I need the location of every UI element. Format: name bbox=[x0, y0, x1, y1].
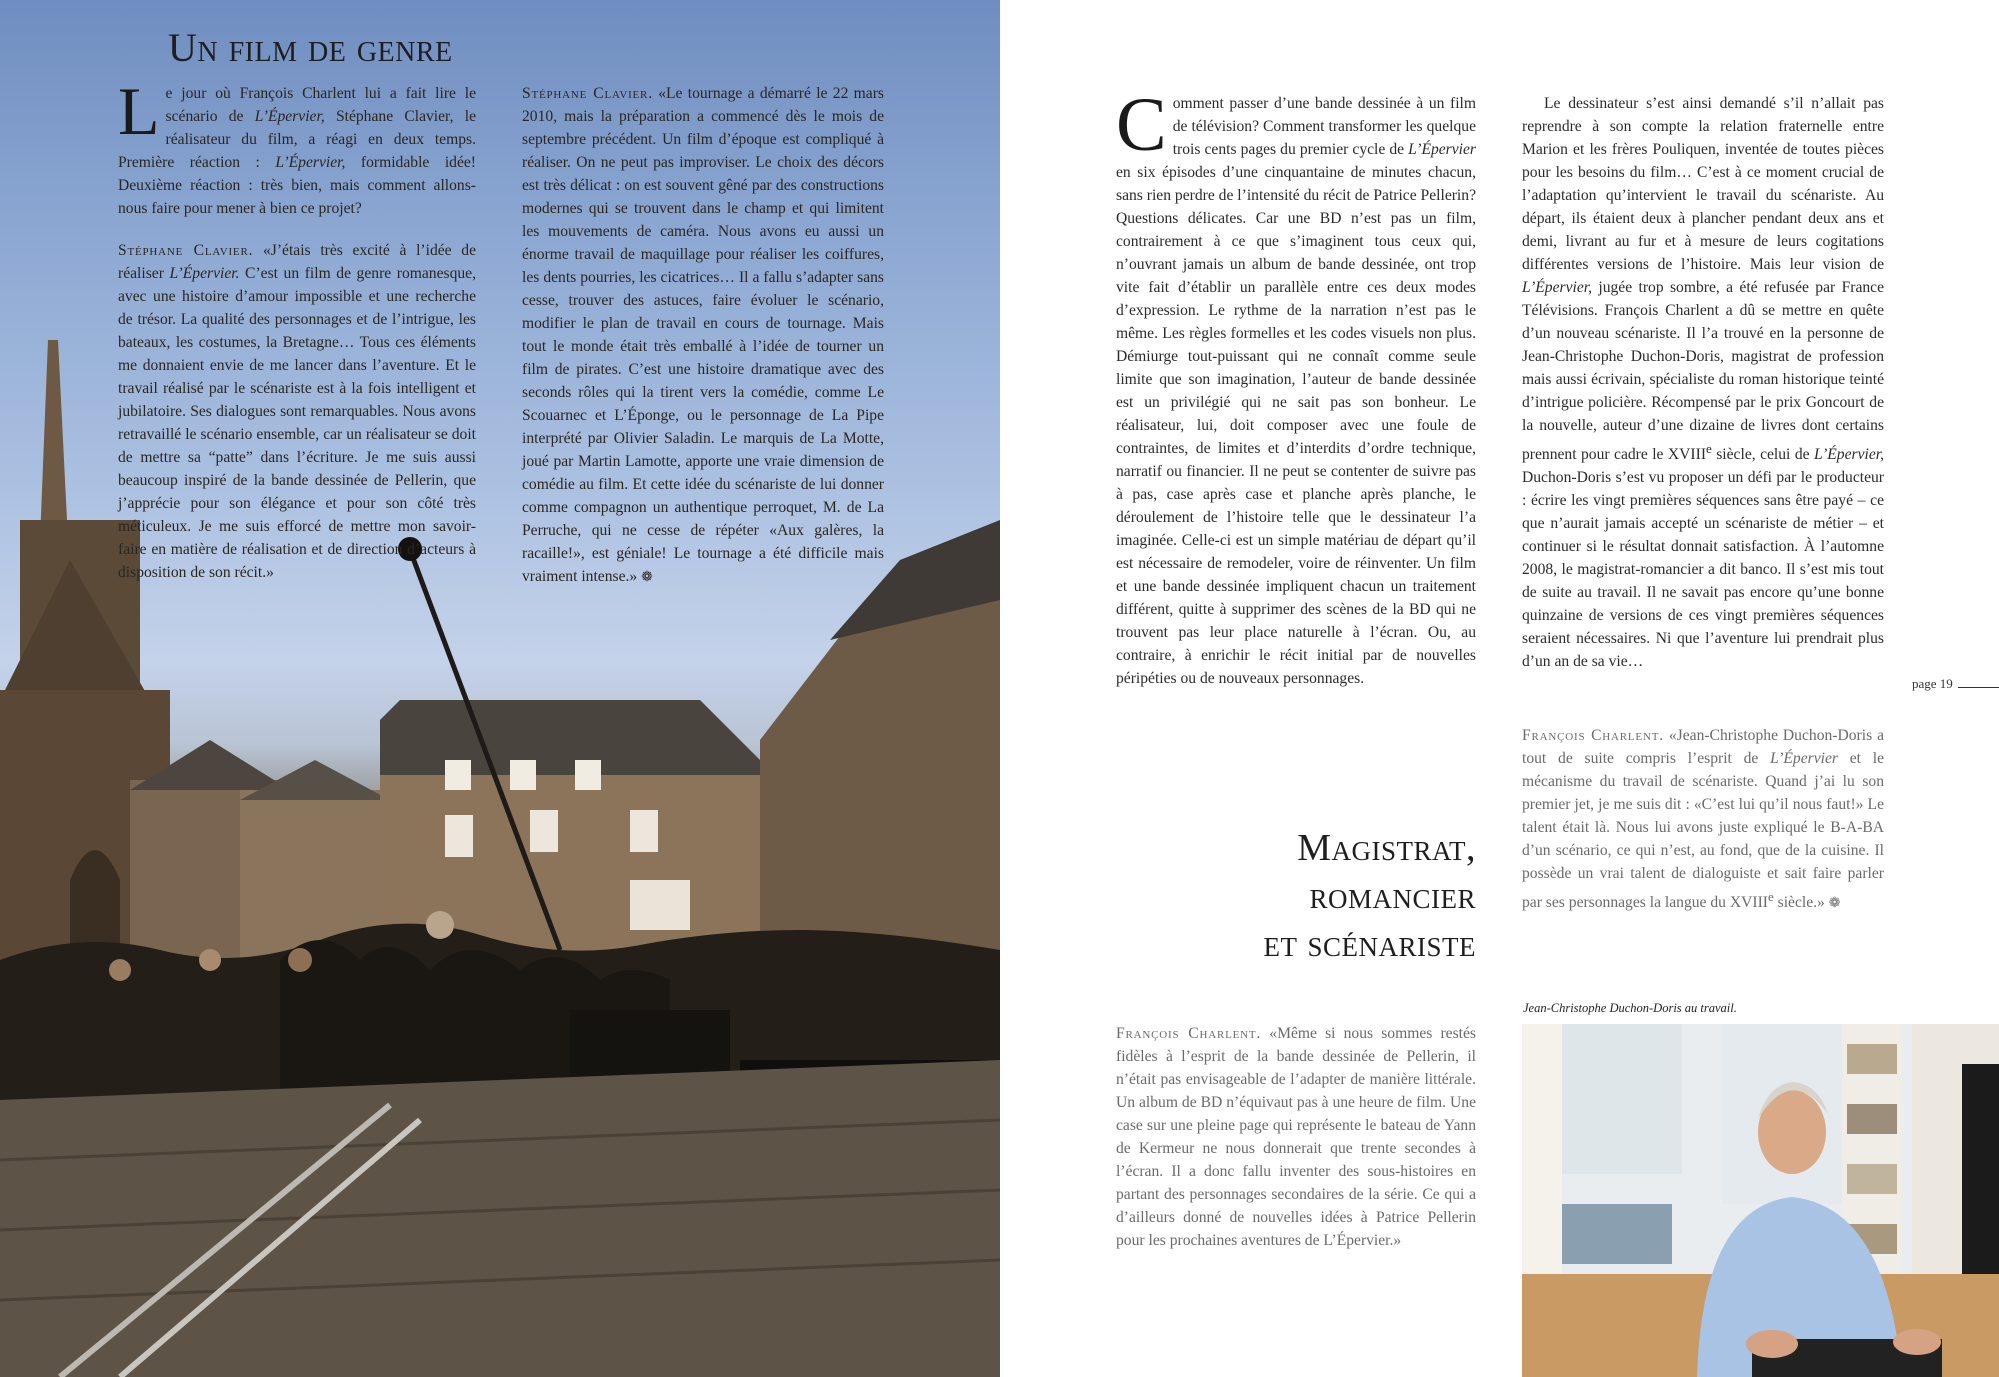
left-column-2 bbox=[522, 82, 884, 608]
church-spire bbox=[40, 340, 68, 540]
left-column-1 bbox=[118, 73, 477, 603]
cobblestone-square bbox=[0, 1060, 1000, 1377]
speaker-name: Stéphane Clavier. bbox=[522, 85, 653, 102]
right-column-2 bbox=[1522, 92, 1884, 692]
body-paragraph: Comment passer d’une bande dessinée à un film de télévision? Comment transformer les quelque trois cents pages du premier cycle de L’Épervier en six épisodes d’une cinquantaine de minutes chacun, sans rien perdre de l’intensité du récit de Patrice Pellerin? Questions délicates. Car une BD n’est pas un film, contrairement à ce que s’imaginent tous ceux qui, n’ouvrant jamais un album de bande dessinée, ont trop vite fait d’établir un parallèle entre ces deux modes d’expression. Le rythme de la narration n’est pas le même. Les règles formelles et les codes visuels non plus. Démiurge tout-puissant qui ne connaît comme seule limite que son imagination, l’auteur de bande dessinée est un privilégié qui ne sait pas son bonheur. Le réalisateur, lui, doit composer avec une foule de contraintes, de limites et d’interdits d’ordre technique, narratif ou financier. Il ne peut se contenter de suivre pas à pas, case après case et planche après planche, le déroulement de l’histoire telle que le dessinateur l’a imaginée. Celle-ci est un simple matériau de départ qu’il est nécessaire de remodeler, voire de réinventer. Un film et une bande dessinée impliquent chacun un traitement différent, quitte à supprimer des scènes de la BD qui ne trouvent pas leur place naturelle à l’écran. Ou, au contraire, à enrichir le récit initial par de nouvelles péripéties ou de nouveaux personnages. bbox=[1116, 83, 1476, 687]
drop-cap: L bbox=[118, 73, 160, 149]
quote-paragraph: François Charlent. «Jean-Christophe Duchon-Doris a tout de suite compris l’esprit de L’Épervier et le mécanisme du travail de scénariste. Quand j’ai lu son premier jet, je me suis dit : «C’est lui qu’il nous faut!» Le talent était là. Nous lui avons juste expliqué le B-A-BA d’un scénario, ce qui n’est, au fond, que de la cuisine. Il possède un vrai talent de dialoguiste et sait faire parler par ses personnages la langue du XVIIIe siècle.» ❁ bbox=[1522, 727, 1884, 912]
section-title-magistrat bbox=[1200, 824, 1476, 968]
drop-cap: C bbox=[1116, 83, 1167, 167]
right-column-bottom-quote bbox=[1116, 1022, 1476, 1271]
title-line: romancier bbox=[1309, 875, 1476, 917]
quote-paragraph: François Charlent. «Même si nous sommes restés fidèles à l’esprit de la bande dessinée de Pellerin, il n’était pas envisageable de l’adapter de manière littérale. Un album de BD n’équivaut pas à une heure de film. Une case sur une pleine page qui représente le bateau de Yann de Kermeur ne nous donnerait que trente secondes à l’écran. Il a donc fallu inventer des sous-histoires en partant des personnages secondaires de la série. Ce qui a d’ailleurs donné de nouvelles idées à Patrice Pellerin pour les prochaines aventures de L’Épervier.» bbox=[1116, 1025, 1476, 1249]
page-number-rule bbox=[1958, 687, 1999, 688]
flower-ornament-icon: ❁ bbox=[1828, 896, 1841, 912]
speaker-name: François Charlent. bbox=[1522, 727, 1664, 744]
section-title-film-de-genre: Un film de genre bbox=[168, 25, 453, 70]
page-number: page 19 bbox=[1912, 676, 1953, 691]
author-photo bbox=[1522, 1024, 1999, 1377]
right-column-1 bbox=[1116, 83, 1476, 709]
title-line: Magistrat, bbox=[1297, 827, 1476, 869]
quote-paragraph: Stéphane Clavier. «J’étais très excité à l’idée de réaliser L’Épervier. C’est un film de genre romanesque, avec une histoire d’amour impossible et une recherche de trésor. La qualité des personnages et de l’intrigue, les bateaux, les costumes, la Bretagne… Tous ces éléments me donnaient envie de me lancer dans l’aventure. Et le travail réalisé par le scénariste est à la fois intelligent et jubilatoire. Ses dialogues sont remarquables. Nous avons retravaillé le scénario ensemble, car un réalisateur se doit de mettre sa “patte” dans l’écriture. Je me suis aussi beaucoup inspiré de la bande dessinée de Pellerin, que j’apprécie pour son élégance et pour son côté très méticuleux. Je me suis efforcé de mettre mon savoir-faire en matière de réalisation et de direction d’acteurs à disposition de son récit.» bbox=[118, 242, 477, 581]
speaker-name: François Charlent. bbox=[1116, 1025, 1262, 1042]
flower-ornament-icon: ❁ bbox=[641, 570, 653, 585]
title-line: et scénariste bbox=[1263, 923, 1476, 965]
speaker-name: Stéphane Clavier. bbox=[118, 242, 254, 259]
photo-caption: Jean-Christophe Duchon-Doris au travail. bbox=[1523, 1001, 1737, 1015]
intro-paragraph: Le jour où François Charlent lui a fait lire le scénario de L’Épervier, Stéphane Clavier, le réalisateur du film, a réagi en deux temps. Première réaction : L’Épervier, formidable idée! Deuxième réaction : très bien, mais comment allons-nous faire pour mener à bien ce projet? bbox=[118, 73, 477, 217]
body-paragraph: Le dessinateur s’est ainsi demandé s’il n’allait pas reprendre à son compte la relation fraternelle entre Marion et les frères Pouliquen, inventée de toutes pièces pour les besoins du film… C’est à ce moment crucial de l’adaptation qu’intervient le travail du scénariste. Au départ, ils étaient deux à plancher pendant deux ans et demi, livrant au fur et à mesure de leurs cogitations différentes versions de l’histoire. Mais leur vision de L’Épervier, jugée trop sombre, a été refusée par France Télévisions. François Charlent a dû se mettre en quête d’un nouveau scénariste. Il l’a trouvé en la personne de Jean-Christophe Duchon-Doris, magistrat de profession mais aussi écrivain, spécialiste du roman historique teinté d’intrigue policière. Récompensé par le prix Goncourt de la nouvelle, auteur d’une dizaine de livres dont certains prennent pour cadre le XVIIIe siècle, celui de L’Épervier, Duchon-Doris s’est vu proposer un défi par le producteur : écrire les vingt premières séquences sans être payé – ce que n’aurait jamais accepté un scénariste de métier – et continuer si le résultat donnait satisfaction. À l’automne 2008, le magistrat-romancier a dit banco. Il s’est mis tout de suite au travail. Il ne savait pas encore qu’une bonne quinzaine de versions de ces vingt premières séquences seraient nécessaires. Ni que l’aventure lui prendrait plus d’un an de sa vie… bbox=[1522, 95, 1884, 671]
right-column-quote bbox=[1522, 724, 1884, 934]
quote-paragraph: Stéphane Clavier. «Le tournage a démarré le 22 mars 2010, mais la préparation a commencé dès le mois de septembre précédent. Un film d’époque est compliqué à réaliser. On ne peut pas improviser. Le choix des décors est très délicat : on est souvent gêné par des constructions modernes qui se trouvent dans le champ et qui limitent les mouvements de caméra. Nous avons eu aussi un énorme travail de maquillage pour réaliser les coiffures, les dents pourries, les cicatrices… Il a fallu s’adapter sans cesse, trouver des astuces, faire évoluer le scénario, modifier le plan de travail en cours de tournage. Mais tout le monde était très emballé à l’idée de tourner un film de pirates. C’est une histoire dramatique avec des seconds rôles qui la tirent vers la comédie, comme Le Scouarnec et L’Éponge, ou le personnage de La Pipe interprété par Olivier Saladin. Le marquis de La Motte, joué par Martin Lamotte, apporte une vraie dimension de comédie au film. Et cette idée du scénariste de lui donner comme compagnon un authentique perroquet, M. de La Perruche, qui ne cesse de répéter «Aux galères, la racaille!», est géniale! Le tournage a été difficile mais vraiment intense.» ❁ bbox=[522, 85, 884, 585]
manor-roof bbox=[380, 700, 760, 780]
